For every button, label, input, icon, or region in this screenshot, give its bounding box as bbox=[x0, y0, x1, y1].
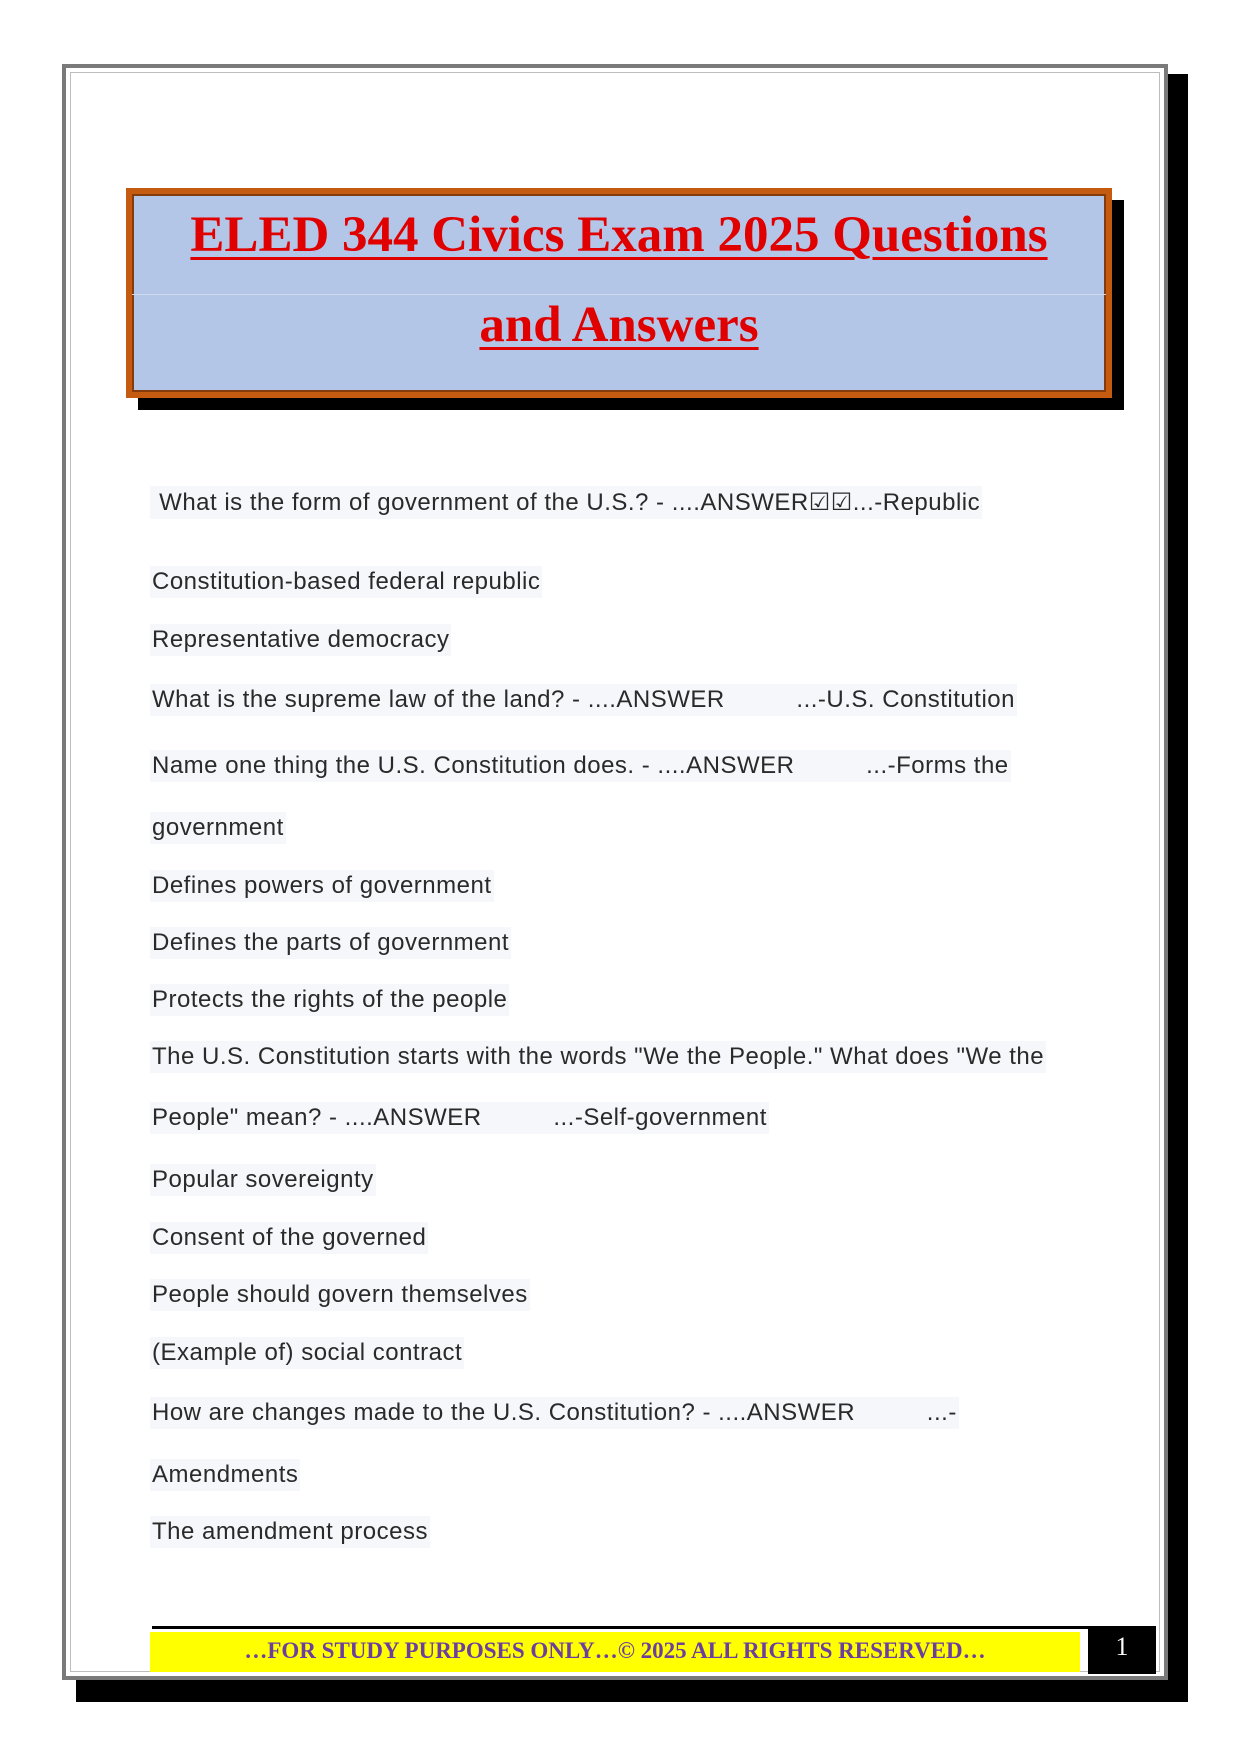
text-line: Defines powers of government bbox=[150, 870, 494, 902]
text-line: Defines the parts of government bbox=[150, 927, 511, 959]
text-line: Consent of the governed bbox=[150, 1222, 428, 1254]
text-line: The amendment process bbox=[150, 1516, 430, 1548]
text-line: Amendments bbox=[150, 1459, 300, 1491]
footer-text: …FOR STUDY PURPOSES ONLY…© 2025 ALL RIGHTS RESERVED… bbox=[244, 1638, 986, 1663]
page-number: 1 bbox=[1115, 1632, 1129, 1661]
text-line: Protects the rights of the people bbox=[150, 984, 509, 1016]
text-line: How are changes made to the U.S. Constitution? - ....ANSWER ...- bbox=[150, 1397, 959, 1429]
text-line: People" mean? - ....ANSWER ...-Self-government bbox=[150, 1102, 769, 1134]
title-divider bbox=[132, 294, 1106, 295]
footer-rule bbox=[152, 1626, 1128, 1629]
text-line: Popular sovereignty bbox=[150, 1164, 376, 1196]
text-line: Name one thing the U.S. Constitution does. - ....ANSWER ...-Forms the bbox=[150, 750, 1011, 782]
text-line: What is the supreme law of the land? - ....ANSWER ...-U.S. Constitution bbox=[150, 684, 1017, 716]
text-line: government bbox=[150, 812, 286, 844]
title-box bbox=[126, 188, 1112, 398]
document-title-line-2: and Answers bbox=[479, 297, 759, 353]
text-line: The U.S. Constitution starts with the words "We the People." What does "We the bbox=[150, 1041, 1046, 1073]
text-line: Representative democracy bbox=[150, 624, 451, 656]
page-number-box bbox=[1088, 1626, 1156, 1674]
text-line: People should govern themselves bbox=[150, 1279, 530, 1311]
text-line: Constitution-based federal republic bbox=[150, 566, 542, 598]
text-line: What is the form of government of the U.S.? - ....ANSWER☑☑...-Republic bbox=[150, 486, 982, 519]
document-title-line-1: ELED 344 Civics Exam 2025 Questions bbox=[190, 207, 1048, 263]
text-line: (Example of) social contract bbox=[150, 1337, 464, 1369]
footer-banner bbox=[150, 1632, 1080, 1672]
